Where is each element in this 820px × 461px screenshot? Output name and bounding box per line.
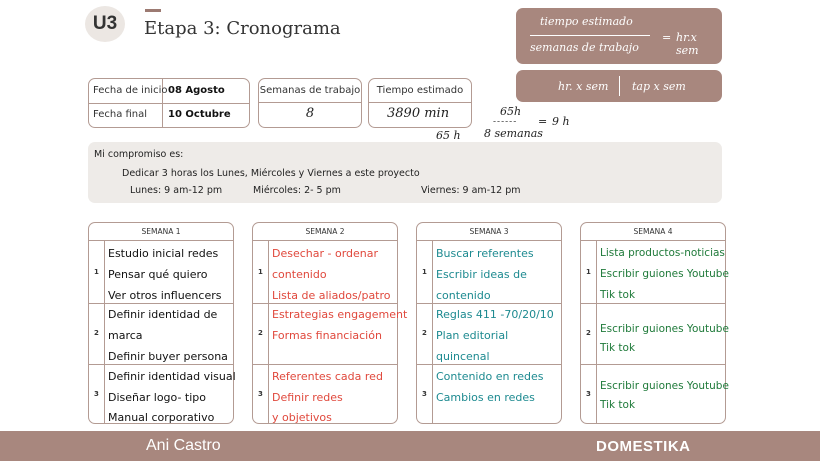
formula-panel [516, 8, 722, 64]
start-date-row [89, 79, 249, 103]
divider [89, 303, 233, 304]
task-item: Ver otros influencers [108, 289, 222, 302]
formula-denominator: semanas de trabajo [530, 41, 639, 54]
task-item: Desechar - ordenar [272, 247, 379, 260]
row-number: 2 [94, 329, 99, 337]
row-number: 3 [422, 390, 427, 398]
divider [253, 364, 397, 365]
row-number: 3 [586, 390, 591, 398]
row-number: 2 [422, 329, 427, 337]
divider [581, 364, 725, 365]
task-item: Reglas 411 -70/20/10 [436, 308, 554, 321]
accent-line [145, 9, 161, 12]
task-item: Escribir guiones Youtube [600, 380, 729, 392]
work-weeks-box [258, 78, 362, 128]
divider [417, 240, 561, 241]
week-header: SEMANA 2 [305, 227, 345, 236]
divider [268, 241, 269, 423]
note-fraction-line: ------ [493, 117, 518, 127]
task-item: Formas financiación [272, 329, 382, 342]
footer-bar [0, 431, 820, 461]
author-name: Ani Castro [146, 437, 221, 454]
row-number: 3 [258, 390, 263, 398]
divider [89, 240, 233, 241]
note-fraction-den: 8 semanas [484, 127, 543, 140]
task-item: Definir redes [272, 391, 343, 404]
task-item: Cambios en redes [436, 391, 535, 404]
task-item: Definir identidad de [108, 308, 218, 321]
task-item: Definir buyer persona [108, 350, 228, 363]
end-date-row [89, 103, 249, 127]
task-item: Estudio inicial redes [108, 247, 219, 260]
commitment-label: Mi compromiso es: [94, 149, 184, 160]
divider [596, 241, 597, 423]
task-item: Tik tok [600, 342, 636, 354]
domestika-logo: DOMESTIKA [596, 438, 691, 455]
divider [581, 303, 725, 304]
task-item: Lista productos-noticias [600, 247, 725, 259]
estimated-time-box [368, 78, 472, 128]
start-date-label: Fecha de inicio [93, 85, 168, 96]
task-item: Tik tok [600, 399, 636, 411]
row-number: 2 [586, 329, 591, 337]
task-item: Escribir ideas de [436, 268, 527, 281]
row-number: 1 [258, 268, 263, 276]
row-number: 1 [586, 268, 591, 276]
task-item: Definir identidad visual [108, 370, 236, 383]
end-date-value: 10 Octubre [168, 109, 231, 120]
start-date-value: 08 Agosto [168, 85, 225, 96]
note-equals: = [538, 115, 548, 128]
task-item: Plan editorial [436, 329, 509, 342]
divider [581, 240, 725, 241]
row-number: 3 [94, 390, 99, 398]
end-date-label: Fecha final [93, 109, 148, 120]
week-3-table [416, 222, 562, 424]
task-item: contenido [436, 289, 491, 302]
row-number: 1 [94, 268, 99, 276]
task-item: Pensar qué quiero [108, 268, 208, 281]
week-1-table [88, 222, 234, 424]
week-2-table [252, 222, 408, 424]
task-item: Manual corporativo [108, 411, 215, 424]
week-header: SEMANA 3 [469, 227, 509, 236]
task-item: Lista de aliados/patro [272, 289, 391, 302]
week-header: SEMANA 1 [141, 227, 181, 236]
divider [104, 241, 105, 423]
dates-table [88, 78, 250, 128]
row-number: 2 [258, 329, 263, 337]
schedule-wednesday: Miércoles: 2- 5 pm [253, 185, 341, 196]
task-item: Referentes cada red [272, 370, 383, 383]
task-item: Contenido en redes [436, 370, 544, 383]
week-4-table [580, 222, 729, 424]
note-result: 9 h [552, 115, 570, 128]
commitment-panel [88, 142, 722, 203]
schedule-friday: Viernes: 9 am-12 pm [421, 185, 521, 196]
divider [417, 303, 561, 304]
task-item: marca [108, 329, 143, 342]
estimated-time-label: Tiempo estimado [376, 85, 464, 96]
formula-result: hr.x sem [676, 31, 699, 57]
commitment-text: Dedicar 3 horas los Lunes, Miércoles y Viernes a este proyecto [122, 168, 420, 179]
task-item: y objetivos [272, 411, 332, 424]
fraction-bar [530, 35, 650, 36]
note-65h: 65 h [436, 129, 461, 142]
divider [369, 102, 471, 103]
task-item: Buscar referentes [436, 247, 534, 260]
unit-badge: U3 [85, 6, 125, 42]
task-item: Tik tok [600, 289, 636, 301]
estimated-time-value: 3890 min [387, 106, 450, 121]
formula-units-panel [516, 70, 722, 102]
task-item: Escribir guiones Youtube [600, 323, 729, 335]
formula-left: hr. x sem [558, 80, 609, 93]
divider [259, 102, 361, 103]
task-item: quincenal [436, 350, 490, 363]
note-fraction-num: 65h [500, 105, 522, 118]
work-weeks-value: 8 [305, 106, 315, 121]
task-item: Estrategias engagement [272, 308, 408, 321]
divider [253, 240, 397, 241]
formula-right: tap x sem [632, 80, 686, 93]
divider [253, 303, 397, 304]
task-item: Escribir guiones Youtube [600, 268, 729, 280]
schedule-monday: Lunes: 9 am-12 pm [130, 185, 223, 196]
formula-equals: = [662, 31, 672, 44]
row-number: 1 [422, 268, 427, 276]
formula-divider [619, 76, 620, 96]
page-title: Etapa 3: Cronograma [144, 18, 341, 39]
task-item: Diseñar logo- tipo [108, 391, 207, 404]
divider [417, 364, 561, 365]
divider [89, 364, 233, 365]
formula-numerator: tiempo estimado [540, 15, 633, 28]
divider [432, 241, 433, 423]
task-item: contenido [272, 268, 327, 281]
work-weeks-label: Semanas de trabajo [259, 85, 361, 96]
week-header: SEMANA 4 [633, 227, 673, 236]
